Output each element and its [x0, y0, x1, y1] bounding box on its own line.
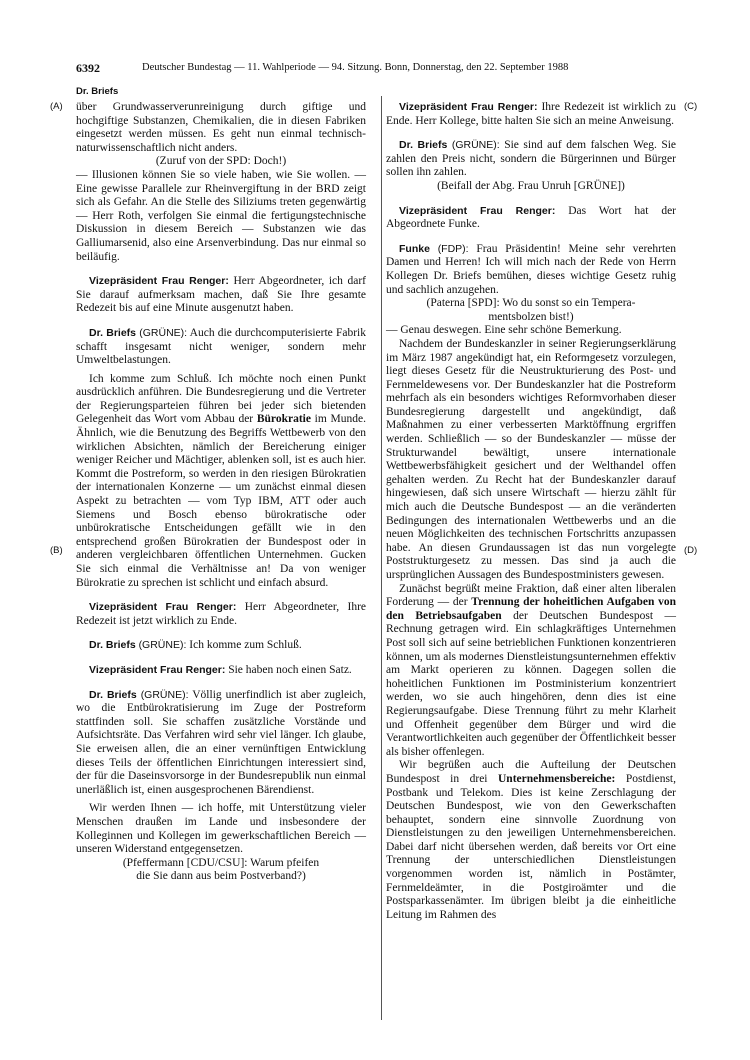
speaker-name: Vizepräsident Frau Renger:	[89, 275, 229, 288]
speaker-name: Dr. Briefs	[89, 326, 137, 339]
column-divider	[381, 96, 382, 1020]
paragraph: Wir werden Ihnen — ich hoffe, mit Unterstützung vieler Menschen draußen im Lande und insbesondere der Kolleginnen und Kollegen im gewerkschaftlichen Bereich — unseren Widerstand entgegensetzen.	[76, 802, 366, 856]
page-number: 6392	[76, 61, 100, 75]
paragraph: Nachdem der Bundeskanzler in seiner Regierungserklärung im März 1987 angekündigt hat, ein Reformgesetz vorzulegen, liegt dieses Gesetz für die Neustrukturierung des Post- und Fernmeldewesens vor. Der Bundeskanzler hat die Postreform mehrfach als ein besonders wichtiges Reformvorhaben dieser Bundesregierung dargestellt und angekündigt, daß Maßnahmen zu einer verbesserten Marktöffnung ergriffen werden. Schließlich — so der Bundeskanzler — müsse der Strukturwandel bewältigt, unsere internationale Wettbewerbsfähigkeit gesichert und der Welthandel offen gehalten werden. Zu Recht hat der Bundeskanzler darauf hingewiesen, daß sich unsere Wirtschaft — hierzu zählt für mich auch die Deutsche Bundespost — an die veränderten Bedingungen des internationalen Wettbewerbs und an die neuen Möglichkeiten des technischen Fortschritts anzupassen habe. An diesen Grundaussagen ist das nun vorgelegte Poststrukturgesetz zu messen. Das sind ja auch die ursprünglichen Aussagen des Bundespostministers gewesen.	[386, 337, 676, 581]
margin-mark-a: (A)	[50, 101, 63, 112]
speaker-party: (GRÜNE):	[140, 688, 189, 701]
speech: Funke (FDP): Frau Präsidentin! Meine sehr verehrten Damen und Herren! Ich will mich nach der Rede von Herrn Kollegen Dr. Briefs bemühen, dieses wichtige Gesetz ruhig und sachlich anzugehen.	[386, 242, 677, 296]
speaker-name: Vizepräsident Frau Renger:	[399, 204, 556, 217]
speaker-party: (GRÜNE):	[138, 639, 187, 652]
speaker-name: Vizepräsident Frau Renger:	[89, 663, 226, 676]
speech: Vizepräsident Frau Renger: Ihre Redezeit ist wirklich zu Ende. Herr Kollege, bitte halten Sie sich an meine Anweisung.	[386, 101, 676, 127]
speech: Vizepräsident Frau Renger: Sie haben noch einen Satz.	[89, 663, 352, 676]
speaker-name: Dr. Briefs	[89, 639, 136, 652]
speech: Dr. Briefs (GRÜNE): Ich komme zum Schluß.	[89, 639, 302, 652]
speaker-party: (FDP):	[437, 242, 469, 255]
page-header	[76, 62, 676, 76]
speaker-name: Dr. Briefs	[399, 139, 448, 152]
paragraph: Ich komme zum Schluß. Ich möchte noch einen Punkt ausdrücklich anführen. Die Bundesregierung und die Vertreter der Regierungsparteien führen bei jeder sich bietenden Gelegenheit das Wort vom Abbau der Bürokratie im Munde. Ähnlich, wie die Benutzung des Begriffs Wettbewerb von den wirklichen Absichten, nämlich der Bereicherung einiger weniger Reicher und Mächtiger, ablenken soll, ist es auch hier. Kommt die Postreform, so werden in den riesigen Bürokratien der internationalen Konzerne — um zunächst einmal diesen Aspekt zu betrachten — vom Typ IBM, ATT oder auch Siemens und Bosch ebenso bürokratische oder unbürokratische Entscheidungen gefällt wie in den entsprechend großen Bürokratien der Bundespost oder in anderen vergleichbaren öffentlichen Unternehmen. Gucken Sie sich einmal die Verhältnisse an! Da von weniger Bürokratie zu sprechen ist schlicht und einfach absurd.	[76, 372, 366, 589]
speaker-name: Funke	[399, 242, 430, 255]
speech: Vizepräsident Frau Renger: Herr Abgeordneter, ich darf Sie darauf aufmerksam machen, daß Sie Ihre gesamte Redezeit bis auf eine Minute ausgenutzt haben.	[76, 275, 367, 315]
right-column	[386, 101, 676, 922]
margin-mark-b: (B)	[50, 545, 63, 556]
running-speaker: Dr. Briefs	[76, 86, 119, 97]
paragraph: Zunächst begrüßt meine Fraktion, daß einer alten liberalen Forderung — der Trennung der hoheitlichen Aufgaben von den Betriebsaufgaben der Deutschen Bundespost — Rechnung getragen wird. Ein schlagkräftiges Unternehmen Post soll sich auf seine betrieblichen Funktionen konzentrieren können, um als modernes Dienstleistungsunternehmen effektiv am Markt operieren zu können. Dagegen sollen die hoheitlichen Funktionen im Postministerium konzentriert werden, wo sie auch hingehören, denn dies ist eine Regierungsaufgabe. Diese Trennung führt zu mehr Klarheit und Offenheit gegenüber dem Bürger und wird die Verantwortlichkeiten auch gegenüber der Öffentlichkeit besser als bisher offenlegen.	[386, 582, 677, 758]
speech: Dr. Briefs (GRÜNE): Völlig unerfindlich ist aber zugleich, wo die Entbürokratisierung im Zuge der Postreform stattfinden soll. Sie schaffen zusätzliche Vorstände und Aufsichtsräte. Das Verfahren wird sehr viel länger. Ich glaube, Sie erweisen allen, die an einer vernünftigen Entwicklung dieses Teils der öffentlichen Einrichtungen interessiert sind, der für die Daseinsvorsorge in der Bundesrepublik nun einmal unerläßlich ist, einen ausgesprochenen Bärendienst.	[76, 688, 367, 796]
speaker-party: (GRÜNE):	[451, 139, 500, 152]
interjection: (Pfeffermann [CDU/CSU]: Warum pfeifen die Sie dann aus beim Postverband?)	[122, 856, 320, 883]
speaker-name: Vizepräsident Frau Renger:	[89, 601, 237, 614]
speech: Vizepräsident Frau Renger: Herr Abgeordneter, Ihre Redezeit ist jetzt wirklich zu Ende.	[76, 601, 367, 627]
speaker-name: Vizepräsident Frau Renger:	[399, 101, 538, 113]
paragraph: über Grundwasserverunreinigung durch giftige und hochgiftige Substanzen, Chemikalien, die in diesen Fabriken eingesetzt werden müssen. Es geht nun einmal technisch-naturwissenschaftlich nicht anders.	[76, 101, 366, 154]
left-column	[76, 101, 366, 884]
speech: Vizepräsident Frau Renger: Das Wort hat der Abgeordnete Funke.	[386, 204, 677, 231]
speaker-name: Dr. Briefs	[89, 688, 137, 701]
paragraph: — Genau deswegen. Eine sehr schöne Bemerkung.	[386, 324, 622, 337]
interjection: (Beifall der Abg. Frau Unruh [GRÜNE])	[437, 179, 625, 192]
margin-mark-d: (D)	[684, 545, 698, 556]
speech: Dr. Briefs (GRÜNE): Sie sind auf dem falschen Weg. Sie zahlen den Preis nicht, sondern die Bürgerinnen und Bürger sollen ihn zahlen.	[386, 139, 677, 179]
speaker-party: (GRÜNE):	[139, 326, 188, 339]
speech: Dr. Briefs (GRÜNE): Auch die durchcomputerisierte Fabrik schafft insgesamt nicht weniger, sondern mehr Umweltbelastungen.	[76, 326, 366, 367]
interjection: (Zuruf von der SPD: Doch!)	[155, 155, 287, 168]
header-title: Deutscher Bundestag — 11. Wahlperiode — 94. Sitzung. Bonn, Donnerstag, den 22. September 1988	[142, 62, 569, 73]
paragraph: Wir begrüßen auch die Aufteilung der Deutschen Bundespost in drei Unternehmensbereiche: Postdienst, Postbank und Telekom. Dies ist keine Zerschlagung der Deutschen Bundespost, wie von den Gewerkschaften behauptet, sondern eine sinnvolle Zuordnung von Dienstleistungen zu den jeweiligen Unternehmensbereichen. Dabei darf nicht übersehen werden, daß bereits vor Ort eine Trennung der unterschiedlichen Dienstleistungen vorgenommen worden ist, nämlich in Postämter, Fernmeldeämter, in die Postgiroämter und die Postsparkassenämter. Im übrigen bleibt ja die einheitliche Leitung im Rahmen des	[386, 759, 676, 921]
interjection: (Paterna [SPD]: Wo du sonst so ein Tempera- mentsbolzen bist!)	[426, 297, 636, 323]
margin-mark-c: (C)	[684, 101, 698, 112]
paragraph: — Illusionen können Sie so viele haben, wie Sie wollen. — Eine gewisse Parallele zur Rheinvergiftung in der BRD zeigt sich als Gefahr. An die Stelle des Siliziums treten gegenwärtig — Herr Roth, verfolgen Sie einmal die fertigungstechnische Diskussion in diesem Bereich — Substanzen wie das Galliumarsenid, also eine Arsenverbindung. Das nur einmal so beiläufig.	[76, 168, 366, 263]
